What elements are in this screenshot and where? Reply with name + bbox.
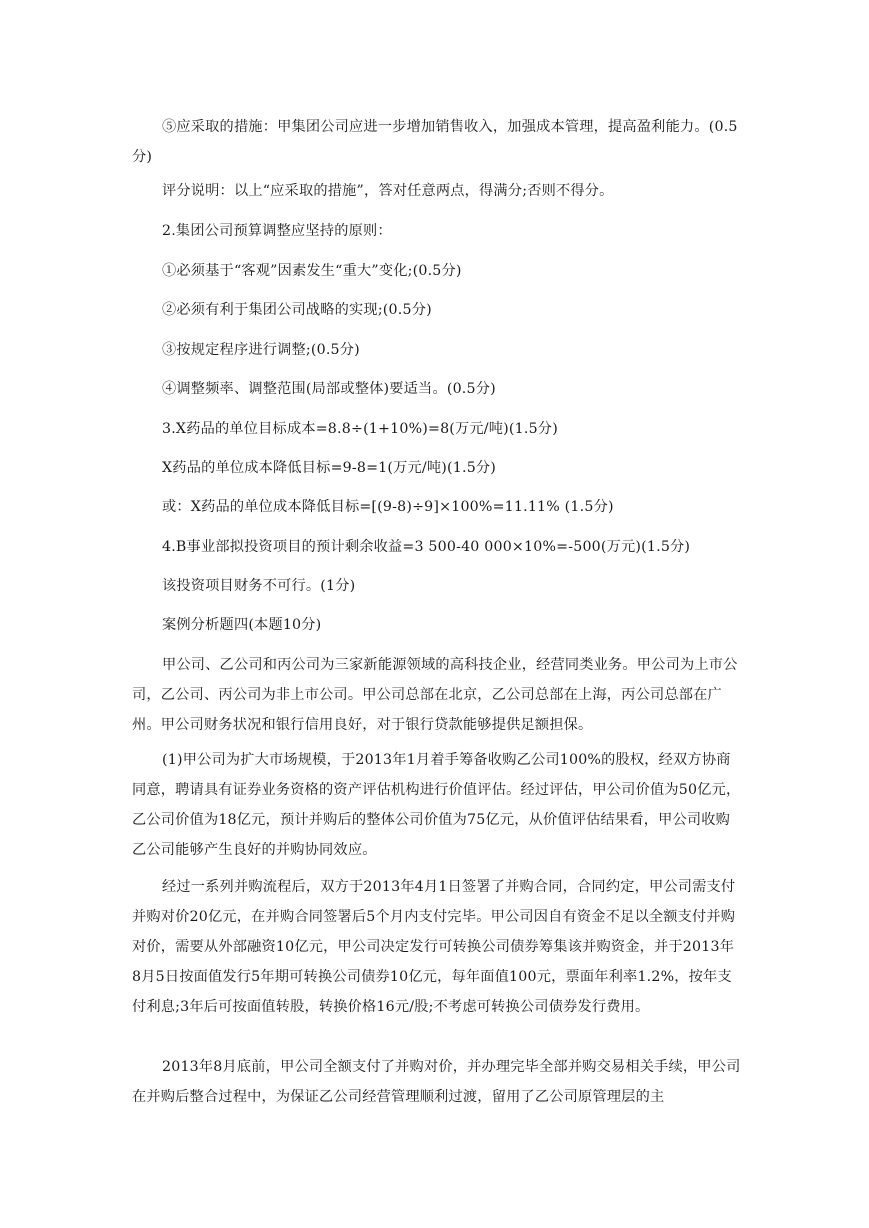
paragraph-principle-4: ④调整频率、调整范围(局部或整体)要适当。(0.5分) [162, 381, 496, 397]
paragraph-principle-1: ①必须基于“客观”因素发生“重大”变化;(0.5分) [162, 263, 462, 279]
paragraph-measure-5: ⑤应采取的措施：甲集团公司应进一步增加销售收入，加强成本管理，提高盈利能力。(0.5分) [132, 119, 738, 165]
paragraph-post-merger: 2013年8月底前，甲公司全额支付了并购对价，并办理完毕全部并购交易相关手续，甲公司在并购后整合过程中，为保证乙公司经营管理顺利过渡，留用了乙公司原管理层的主 [132, 1059, 741, 1105]
paragraph-principle-3: ③按规定程序进行调整;(0.5分) [162, 342, 360, 358]
paragraph-scoring-note: 评分说明：以上“应采取的措施”，答对任意两点，得满分;否则不得分。 [162, 183, 614, 199]
paragraph-principle-2: ②必须有利于集团公司战略的实现;(0.5分) [162, 302, 432, 318]
paragraph-case-background: 甲公司、乙公司和丙公司为三家新能源领域的高科技企业，经营同类业务。甲公司为上市公司，乙公司、丙公司为非上市公司。甲公司总部在北京，乙公司总部在上海，丙公司总部在广州。甲公司财务状况和银行信用良好，对于银行贷款能够提供足额担保。 [132, 657, 738, 733]
paragraph-financing: 经过一系列并购流程后，双方于2013年4月1日签署了并购合同，合同约定，甲公司需支付并购对价20亿元，在并购合同签署后5个月内支付完毕。甲公司因自有资金不足以全额支付并购对价，需要从外部融资10亿元，甲公司决定发行可转换公司债券筹集该并购资金，并于2013年8月5日按面值发行5年期可转换公司债券10亿元，每年面值100元，票面年利率1.2%，按年支付利息;3年后可按面值转股，转换价格16元/股;不考虑可转换公司债券发行费用。 [132, 879, 736, 1015]
paragraph-project-infeasible: 该投资项目财务不可行。(1分) [162, 578, 356, 594]
paragraph-section-3-target-cost: 3.X药品的单位目标成本=8.8÷(1+10%)=8(万元/吨)(1.5分) [162, 421, 558, 437]
paragraph-case-item-1: (1)甲公司为扩大市场规模，于2013年1月着手筹备收购乙公司100%的股权，经双方协商同意，聘请具有证券业务资格的资产评估机构进行价值评估。经过评估，甲公司价值为50亿元，乙公司价值为18亿元，预计并购后的整体公司价值为75亿元，从价值评估结果看，甲公司收购乙公司能够产生良好的并购协同效应。 [132, 752, 741, 858]
paragraph-section-2-heading: 2.集团公司预算调整应坚持的原则： [162, 223, 392, 239]
paragraph-cost-reduction-alt: 或：X药品的单位成本降低目标=[(9-8)÷9]×100%=11.11% (1.5分) [162, 499, 614, 515]
paragraph-cost-reduction-target: X药品的单位成本降低目标=9-8=1(万元/吨)(1.5分) [162, 460, 497, 476]
paragraph-section-4-residual-income: 4.B事业部拟投资项目的预计剩余收益=3 500-40 000×10%=-500(万元)(1.5分) [162, 539, 691, 555]
paragraph-case-4-heading: 案例分析题四(本题10分) [162, 617, 322, 633]
